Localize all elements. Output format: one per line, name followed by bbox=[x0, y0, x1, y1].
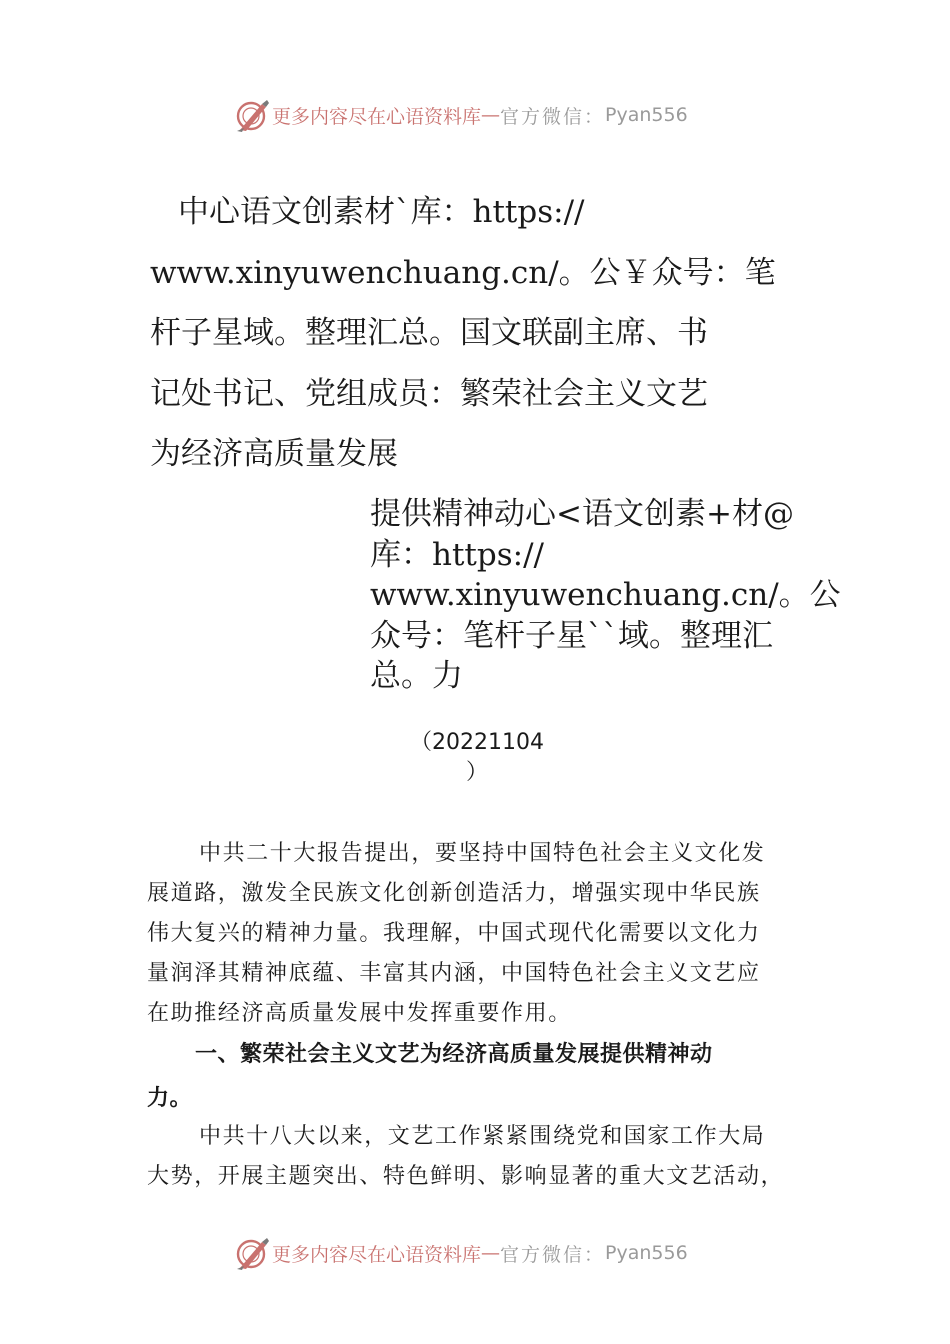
date-line: ） bbox=[466, 760, 489, 785]
subtitle-line: 众号：笔杆子星``域。整理汇 bbox=[370, 617, 773, 654]
paragraph-line: 中共二十大报告提出，要坚持中国特色社会主义文化发 bbox=[199, 841, 766, 866]
title-line: 为经济高质量发展 bbox=[150, 436, 398, 472]
heading-line: 力。 bbox=[147, 1086, 193, 1111]
subtitle-line: www.xinyuwenchuang.cn/。公 bbox=[370, 577, 841, 613]
subtitle-line: 库：https:// bbox=[370, 536, 544, 573]
heading-line: 一、繁荣社会主义文艺为经济高质量发展提供精神动 bbox=[195, 1042, 713, 1067]
paragraph-line: 大势，开展主题突出、特色鲜明、影响显著的重大文艺活动， bbox=[147, 1164, 785, 1189]
paragraph-section-1 bbox=[147, 1117, 827, 1197]
banner-dash: — bbox=[481, 104, 501, 126]
banner-official-label: 官方微信： bbox=[500, 105, 606, 128]
document-subtitle bbox=[370, 494, 840, 697]
section-heading-1 bbox=[147, 1033, 827, 1121]
paragraph-line: 中共十八大以来，文艺工作紧紧围绕党和国家工作大局 bbox=[199, 1124, 766, 1149]
banner-wechat-id: Pyan556 bbox=[605, 104, 688, 126]
paragraph-line: 在助推经济高质量发展中发挥重要作用。 bbox=[147, 1001, 572, 1026]
banner-wechat-id: Pyan556 bbox=[605, 1242, 688, 1264]
paragraph-intro bbox=[147, 834, 827, 1034]
paragraph-line: 展道路，激发全民族文化创新创造活力，增强实现中华民族 bbox=[147, 881, 761, 906]
banner-dash: — bbox=[481, 1242, 501, 1264]
pen-logo-icon bbox=[234, 98, 270, 132]
banner-official-label: 官方微信： bbox=[500, 1243, 606, 1266]
date-line: （20221104 bbox=[410, 730, 544, 755]
header-banner bbox=[234, 98, 688, 132]
document-date bbox=[410, 728, 560, 788]
title-line: 杆子星域。整理汇总。国文联副主席、书 bbox=[150, 315, 708, 351]
document-title bbox=[150, 182, 790, 485]
title-line: www.xinyuwenchuang.cn/。公￥众号：笔 bbox=[150, 254, 776, 291]
footer-banner bbox=[234, 1236, 688, 1270]
paragraph-line: 量润泽其精神底蕴、丰富其内涵，中国特色社会主义文艺应 bbox=[147, 961, 761, 986]
subtitle-line: 总。力 bbox=[370, 658, 463, 694]
banner-text: 更多内容尽在心语资料库 bbox=[272, 105, 482, 128]
title-line: 中心语文创素材`库：https:// bbox=[178, 194, 585, 230]
banner-text: 更多内容尽在心语资料库 bbox=[272, 1243, 482, 1266]
subtitle-line: 提供精神动心<语文创素+材@ bbox=[370, 496, 794, 532]
title-line: 记处书记、党组成员：繁荣社会主义文艺 bbox=[150, 375, 708, 412]
paragraph-line: 伟大复兴的精神力量。我理解，中国式现代化需要以文化力 bbox=[147, 921, 761, 946]
pen-logo-icon bbox=[234, 1236, 270, 1270]
